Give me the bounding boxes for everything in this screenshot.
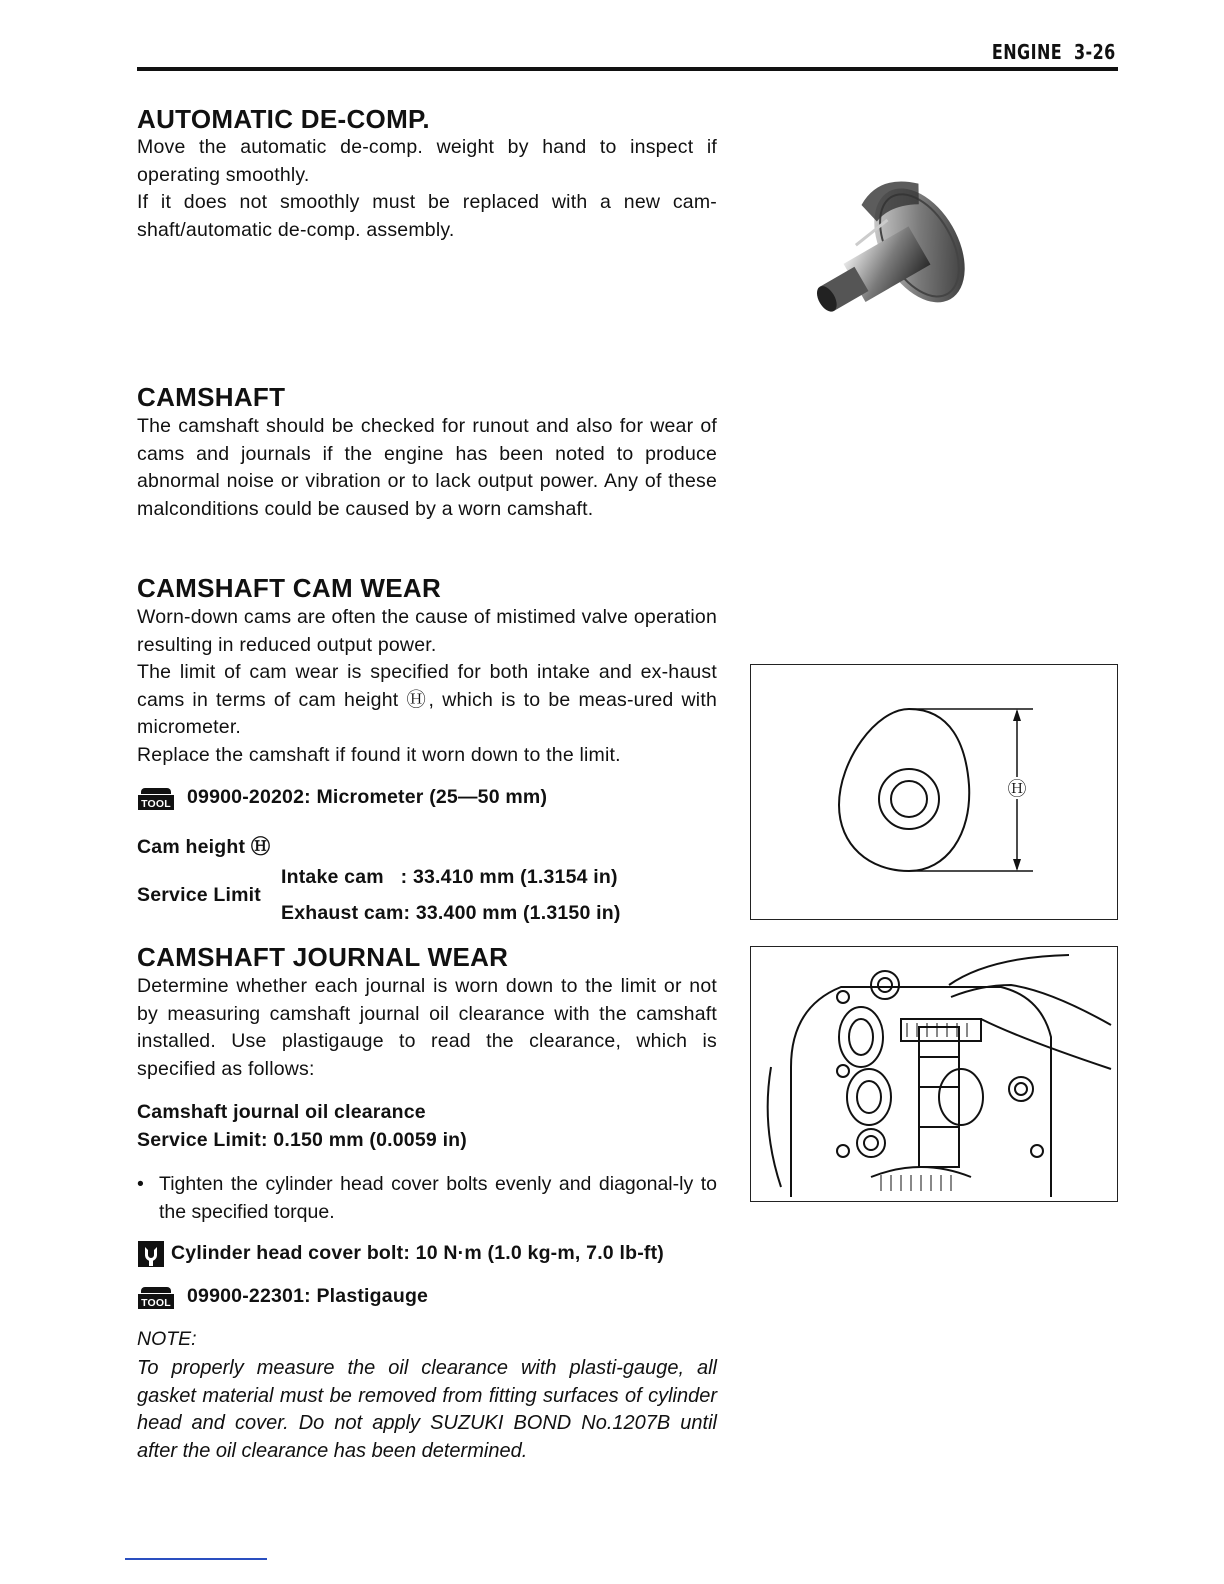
exhaust-cam-spec: Exhaust cam: 33.400 mm (1.3150 in) — [281, 902, 621, 924]
cam-profile-diagram — [751, 665, 1117, 919]
bullet-text: Tighten the cylinder head cover bolts evenly and diagonal-ly to the specified torque. — [159, 1173, 717, 1223]
tool-icon — [137, 1284, 175, 1310]
cam-height-symbol: Ⓗ — [1007, 778, 1027, 800]
hand-outline — [949, 955, 1111, 1069]
tool-icon-label: TOOL — [141, 1297, 171, 1309]
plastigauge-tool: 09900-22301: Plastigauge — [187, 1285, 429, 1308]
journal-spec-title: Camshaft journal oil clearance — [137, 1101, 426, 1123]
valve-spring-1 — [839, 1007, 883, 1067]
bottom-rule — [125, 1558, 267, 1560]
journal-wear-heading: CAMSHAFT JOURNAL WEAR — [137, 942, 509, 972]
bolt-top-left — [871, 971, 899, 999]
valve-spring-2 — [847, 1069, 891, 1125]
torque-spec: Cylinder head cover bolt: 10 N·m (1.0 kg-m, 7.0 lb-ft) — [171, 1242, 664, 1265]
tool-icon-label: TOOL — [141, 798, 171, 810]
bullet-item — [137, 1171, 717, 1226]
decomp-weight-photo — [800, 168, 990, 358]
bolt-right — [1009, 1077, 1033, 1101]
intake-cam-spec: Intake cam : 33.410 mm (1.3154 in) — [281, 866, 618, 888]
journal-wear-text — [137, 973, 717, 1083]
cam-height-figure — [750, 664, 1118, 920]
cylinder-head-drawing — [751, 947, 1117, 1201]
cam-wear-para-3: Replace the camshaft if found it worn down to the limit. — [137, 743, 621, 766]
arrow-top — [1013, 709, 1021, 721]
valve-spring-3 — [939, 1069, 983, 1125]
cam-wear-para-1: Worn-down cams are often the cause of mistimed valve operation resulting in reduced output power. — [137, 606, 717, 656]
micrometer-tool: 09900-20202: Micrometer (25—50 mm) — [187, 786, 548, 809]
page-number: 3-26 — [1074, 40, 1116, 64]
service-limit-label: Service Limit — [137, 884, 261, 906]
journal-wear-para-1: Determine whether each journal is worn down to the limit or not by measuring camshaft journal oil clearance with the camshaft installed. Use plastigauge to read the clearance, which is specified as follows: — [137, 975, 717, 1080]
micrometer-tool-line — [137, 785, 547, 811]
torque-wrench-icon — [137, 1240, 165, 1268]
cam-height-label: Cam height Ⓗ — [137, 836, 271, 858]
arrow-bottom — [1013, 859, 1021, 871]
header-rule — [137, 67, 1118, 71]
decomp-para-2: If it does not smoothly must be replaced with a new cam-shaft/automatic de-comp. assembly. — [137, 191, 717, 241]
bolt-bottom-left — [857, 1129, 885, 1157]
note-title: NOTE: — [137, 1328, 197, 1350]
cam-hub-outer — [879, 769, 939, 829]
decomp-para-1: Move the automatic de-comp. weight by hand to inspect if operating smoothly. — [137, 136, 717, 186]
tool-icon — [137, 785, 175, 811]
journal-clearance-figure — [750, 946, 1118, 1202]
header-section: ENGINE — [992, 40, 1063, 64]
cam-bore — [891, 781, 927, 817]
journal-spec-limit: Service Limit: 0.150 mm (0.0059 in) — [137, 1129, 467, 1151]
torque-line — [137, 1240, 664, 1268]
page-header — [992, 40, 1116, 64]
plastigauge-strip — [901, 1019, 981, 1041]
cam-wear-heading: CAMSHAFT CAM WEAR — [137, 573, 442, 603]
bullet-marker: • — [137, 1173, 144, 1195]
cam-wear-para-2: The limit of cam wear is specified for both intake and ex-haust cams in terms of cam height Ⓗ, which is to be meas-ured with micrometer. — [137, 661, 717, 738]
cam-wear-text — [137, 604, 717, 769]
camshaft-para-1: The camshaft should be checked for runout and also for wear of cams and journals if the engine has been noted to produce abnormal noise or vibration or to lack output power. Any of these malconditions could be caused by a worn camshaft. — [137, 415, 717, 520]
plastigauge-tool-line — [137, 1284, 428, 1310]
camshaft-heading: CAMSHAFT — [137, 382, 286, 412]
decomp-heading: AUTOMATIC DE-COMP. — [137, 104, 430, 134]
camshaft-text — [137, 413, 717, 523]
note-text: To properly measure the oil clearance with plasti-gauge, all gasket material must be removed from fitting surfaces of cylinder head and cover. Do not apply SUZUKI BOND No.1207B until after the oil clearance has been determined. — [137, 1357, 717, 1462]
cam-lobe-outline — [839, 709, 969, 871]
decomp-text — [137, 134, 717, 244]
